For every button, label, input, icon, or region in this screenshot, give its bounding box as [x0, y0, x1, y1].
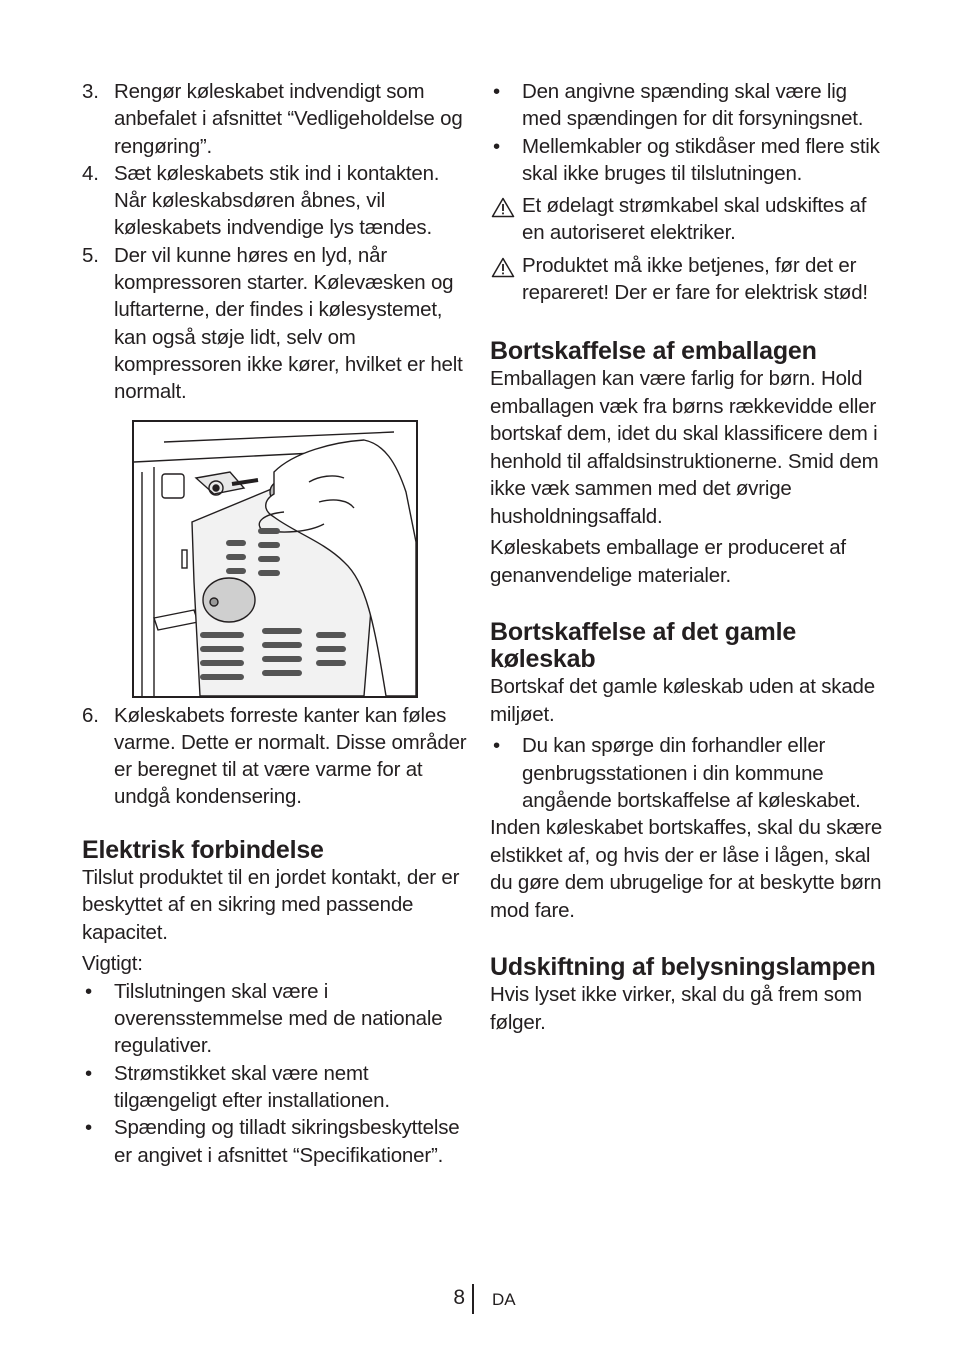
- page-number: 8: [453, 1286, 465, 1309]
- paragraph: Vigtigt:: [82, 952, 143, 976]
- section-heading-lamp: Udskiftning af belysningslampen: [490, 953, 876, 982]
- step-number: 4.: [82, 161, 99, 185]
- left-column: [82, 78, 472, 1169]
- paragraph: Køleskabets emballage er produceret af genanvendelige materialer.: [490, 536, 846, 587]
- warning-triangle-icon: [491, 197, 515, 218]
- step-number: 6.: [82, 703, 99, 727]
- step-text: Sæt køleskabets stik ind i kontakten. Når køleskabsdøren åbnes, vil køleskabets indvendige lys tændes.: [114, 161, 440, 240]
- bullet-icon: •: [493, 134, 500, 158]
- bullet-icon: •: [85, 979, 92, 1003]
- step-number: 5.: [82, 243, 99, 267]
- list-item: [82, 1114, 472, 1169]
- warning-item: [490, 252, 890, 307]
- list-item: [490, 78, 890, 133]
- warning-text: Et ødelagt strømkabel skal udskiftes af en autoriseret elektriker.: [522, 194, 867, 245]
- bullet-icon: •: [85, 1116, 92, 1140]
- language-code: DA: [492, 1290, 516, 1309]
- list-item: [82, 978, 472, 1060]
- section-heading-old-fridge: Bortskaffelse af det gamle køleskab: [490, 618, 797, 674]
- paragraph: Tilslut produktet til en jordet kontakt, der er beskyttet af en sikring med passende kapacitet.: [82, 865, 460, 944]
- bullet-icon: •: [493, 80, 500, 103]
- step-text: Rengør køleskabet indvendigt som anbefalet i afsnittet “Vedligeholdelse og rengøring”.: [114, 80, 463, 158]
- step-number: 3.: [82, 80, 99, 103]
- bullet-text: Tilslutningen skal være i overensstemmelse med de nationale regulativer.: [114, 979, 443, 1058]
- section-heading-packaging: Bortskaffelse af emballagen: [490, 337, 817, 366]
- steps-list: [82, 78, 472, 406]
- bullet-icon: •: [85, 1061, 92, 1085]
- right-column: [490, 78, 890, 1036]
- paragraph: Bortskaf det gamle køleskab uden at skade miljøet.: [490, 675, 875, 726]
- warning-text: Produktet må ikke betjenes, før det er repareret! Der er fare for elektrisk stød!: [522, 253, 868, 305]
- bullet-text: Du kan spørge din forhandler eller genbrugsstationen i din kommune angående bortskaffelse af køleskabet.: [522, 734, 861, 812]
- warning-item: [490, 192, 890, 247]
- list-item: [490, 732, 890, 814]
- list-item: [490, 133, 890, 188]
- bullet-text: Strømstikket skal være nemt tilgængeligt efter installationen.: [114, 1061, 390, 1112]
- bulb-replacement-illustration: [132, 420, 418, 698]
- list-item: [82, 78, 472, 160]
- hand-bulb-icon: [134, 422, 416, 696]
- bullet-text: Mellemkabler og stikdåser med flere stik skal ikke bruges til tilslutningen.: [522, 134, 880, 185]
- section-heading-electric: Elektrisk forbindelse: [82, 835, 324, 864]
- list-item: [82, 1060, 472, 1115]
- list-item: [82, 242, 472, 406]
- bullet-icon: •: [493, 734, 500, 758]
- bullet-text: Den angivne spænding skal være lig med spændingen for dit forsyningsnet.: [522, 80, 864, 131]
- warning-triangle-icon: [491, 257, 515, 278]
- paragraph: Inden køleskabet bortskaffes, skal du skære elstikket af, og hvis der er låse i lågen, skal du gøre dem ubrugelige for at beskytte børn mod fare.: [490, 816, 883, 922]
- bullet-text: Spænding og tilladt sikringsbeskyttelse er angivet i afsnittet “Specifikationer”.: [114, 1116, 460, 1167]
- footer-divider: [472, 1284, 474, 1314]
- step-text: Køleskabets forreste kanter kan føles varme. Dette er normalt. Disse områder er beregnet til at være varme for at undgå kondensering.: [114, 703, 467, 809]
- paragraph: Hvis lyset ikke virker, skal du gå frem som følger.: [490, 983, 862, 1034]
- paragraph: Emballagen kan være farlig for børn. Hold emballagen væk fra børns rækkevidde eller bortskaf dem, idet du skal klassificere dem i henhold til affaldsinstruktionerne. Smid dem ikke væk sammen med det øvrige husholdningsaffald.: [490, 367, 879, 528]
- step-text: Der vil kunne høres en lyd, når kompressoren starter. Kølevæsken og luftarterne, der findes i kølesystemet, kan også støje lidt, selv om kompressoren ikke kører, hvilket er helt normalt.: [114, 243, 463, 404]
- list-item: [82, 702, 472, 811]
- list-item: [82, 160, 472, 242]
- page-footer: [0, 1284, 954, 1316]
